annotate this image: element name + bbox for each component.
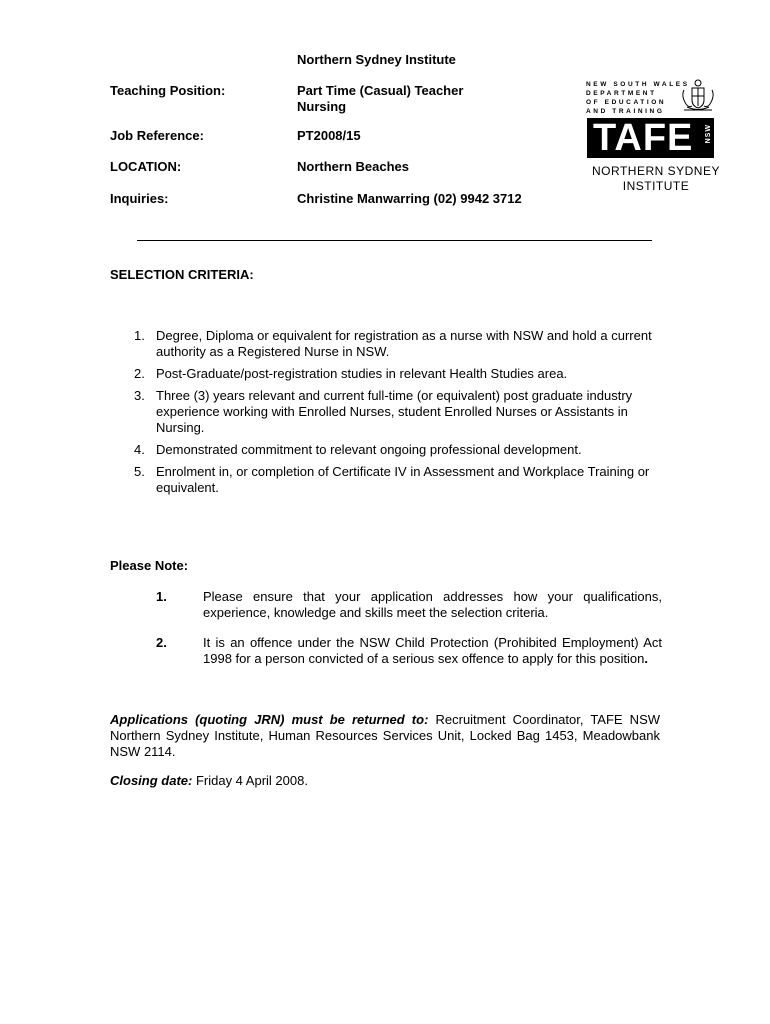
criteria-text: Demonstrated commitment to relevant ongoing professional development. xyxy=(156,442,582,457)
location-label: LOCATION: xyxy=(110,159,182,174)
logo-institute-line-2: INSTITUTE xyxy=(622,179,690,193)
dept-line-3: OF EDUCATION xyxy=(586,99,667,106)
applications-paragraph xyxy=(110,712,660,760)
note-text: It is an offence under the NSW Child Protection (Prohibited Employment) Act 1998 for a person convicted of a serious sex offence to apply for this position xyxy=(203,635,662,666)
inquiries-value: Christine Manwarring (02) 9942 3712 xyxy=(297,191,522,206)
criteria-text: Degree, Diploma or equivalent for registration as a nurse with NSW and hold a current authority as a Registered Nurse in NSW. xyxy=(156,328,652,359)
criteria-item xyxy=(128,388,668,436)
criteria-item xyxy=(128,366,668,382)
closing-date-label: Closing date: xyxy=(110,773,193,788)
coat-of-arms-icon xyxy=(678,76,718,116)
teaching-position-line2: Nursing xyxy=(297,99,347,114)
applications-label: Applications (quoting JRN) must be returned to: xyxy=(110,712,429,727)
institute-title: Northern Sydney Institute xyxy=(297,52,456,67)
criteria-text: Three (3) years relevant and current full-time (or equivalent) post graduate industry experience working with Enrolled Nurses, student Enrolled Nurses or Assistants in Nursing. xyxy=(156,388,633,435)
criteria-item xyxy=(128,464,668,496)
department-text xyxy=(586,80,690,116)
please-note-heading: Please Note: xyxy=(110,558,189,573)
note-text: Please ensure that your application addresses how your qualifications, experience, knowledge and skills meet the selection criteria. xyxy=(203,589,662,620)
criteria-item xyxy=(128,328,668,360)
applications-text: Recruitment Coordinator, TAFE NSW Northern Sydney Institute, Human Resources Services Unit, Locked Bag 1453, Meadowbank NSW 2114. xyxy=(110,712,661,759)
dept-line-2: DEPARTMENT xyxy=(586,90,657,97)
note-number: 2. xyxy=(156,635,167,650)
criteria-number: 3. xyxy=(134,388,145,403)
criteria-number: 1. xyxy=(134,328,145,343)
job-reference-label: Job Reference: xyxy=(110,128,204,143)
inquiries-label: Inquiries: xyxy=(110,191,169,206)
note-item xyxy=(156,589,662,621)
tafe-block xyxy=(587,118,714,158)
criteria-text: Enrolment in, or completion of Certificate IV in Assessment and Workplace Training or equivalent. xyxy=(156,464,650,495)
logo-institute-name xyxy=(582,164,730,194)
location-value: Northern Beaches xyxy=(297,159,409,174)
tafe-logo xyxy=(582,72,732,200)
teaching-position-label: Teaching Position: xyxy=(110,83,226,98)
closing-date-paragraph xyxy=(110,773,660,789)
tafe-wordmark: TAFE xyxy=(593,117,694,159)
teaching-position-value xyxy=(297,83,463,115)
dept-line-1: NEW SOUTH WALES xyxy=(586,81,690,88)
nsw-vertical-text: NSW xyxy=(705,124,712,144)
notes-list xyxy=(156,589,662,681)
closing-date-text: Friday 4 April 2008. xyxy=(192,773,308,788)
dept-line-4: AND TRAINING xyxy=(586,108,665,115)
selection-criteria-heading: SELECTION CRITERIA: xyxy=(110,267,254,282)
note-end-period: . xyxy=(644,651,648,666)
logo-institute-line-1: NORTHERN SYDNEY xyxy=(592,164,720,178)
criteria-item xyxy=(128,442,668,458)
criteria-text: Post-Graduate/post-registration studies in relevant Health Studies area. xyxy=(156,366,568,381)
note-number: 1. xyxy=(156,589,167,604)
criteria-number: 2. xyxy=(134,366,145,381)
horizontal-divider xyxy=(137,240,652,241)
note-item xyxy=(156,635,662,667)
selection-criteria-list xyxy=(128,328,668,502)
criteria-number: 4. xyxy=(134,442,145,457)
teaching-position-line1: Part Time (Casual) Teacher xyxy=(297,83,464,98)
job-reference-value: PT2008/15 xyxy=(297,128,361,143)
criteria-number: 5. xyxy=(134,464,145,479)
